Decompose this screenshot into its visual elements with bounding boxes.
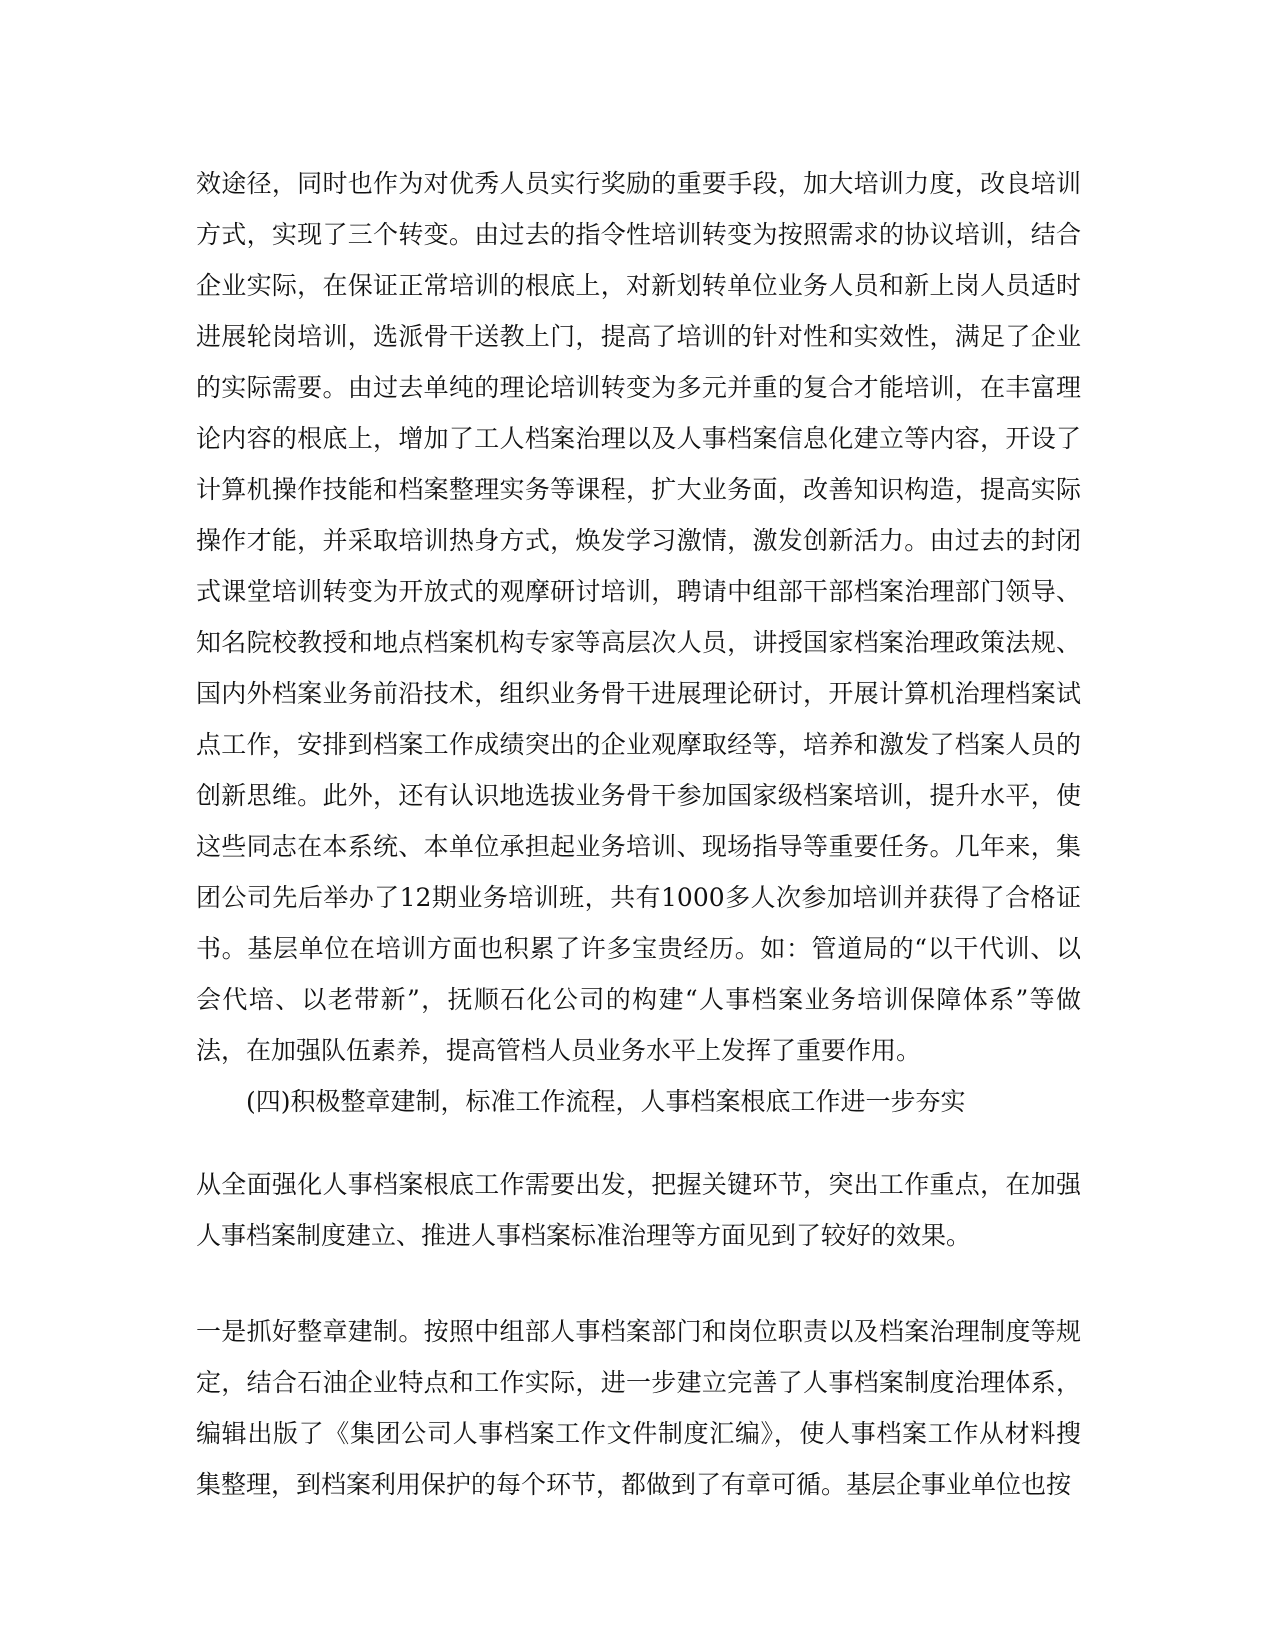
- paragraph-foundation-work: 从全面强化人事档案根底工作需要出发，把握关键环节，突出工作重点，在加强人事档案制度建立、推进人事档案标准治理等方面见到了较好的效果。: [196, 1170, 1081, 1250]
- section-heading-four: (四)积极整章建制，标准工作流程，人事档案根底工作进一步夯实: [246, 1087, 966, 1116]
- paragraph-rules-system: 一是抓好整章建制。按照中组部人事档案部门和岗位职责以及档案治理制度等规定，结合石油企业特点和工作实际，进一步建立完善了人事档案制度治理体系，编辑出版了《集团公司人事档案工作文件制度汇编》，使人事档案工作从材料搜集整理，到档案利用保护的每个环节，都做到了有章可循。基层企事业单位也按: [196, 1317, 1081, 1499]
- document-body: [196, 158, 1081, 1510]
- paragraph-training-reform: 效途径，同时也作为对优秀人员实行奖励的重要手段，加大培训力度，改良培训方式，实现了三个转变。由过去的指令性培训转变为按照需求的协议培训，结合企业实际，在保证正常培训的根底上，对新划转单位业务人员和新上岗人员适时进展轮岗培训，选派骨干送教上门，提高了培训的针对性和实效性，满足了企业的实际需要。由过去单纯的理论培训转变为多元并重的复合才能培训，在丰富理论内容的根底上，增加了工人档案治理以及人事档案信息化建立等内容，开设了计算机操作技能和档案整理实务等课程，扩大业务面，改善知识构造，提高实际操作才能，并采取培训热身方式，焕发学习激情，激发创新活力。由过去的封闭式课堂培训转变为开放式的观摩研讨培训，聘请中组部干部档案治理部门领导、知名院校教授和地点档案机构专家等高层次人员，讲授国家档案治理政策法规、国内外档案业务前沿技术，组织业务骨干进展理论研讨，开展计算机治理档案试点工作，安排到档案工作成绩突出的企业观摩取经等，培养和激发了档案人员的创新思维。此外，还有认识地选拔业务骨干参加国家级档案培训，提升水平，使这些同志在本系统、本单位承担起业务培训、现场指导等重要任务。几年来，集团公司先后举办了12期业务培训班，共有1000多人次参加培训并获得了合格证书。基层单位在培训方面也积累了许多宝贵经历。如：管道局的“以干代训、以会代培、以老带新”，抚顺石化公司的构建“人事档案业务培训保障体系”等做法，在加强队伍素养，提高管档人员业务水平上发挥了重要作用。: [196, 169, 1081, 1065]
